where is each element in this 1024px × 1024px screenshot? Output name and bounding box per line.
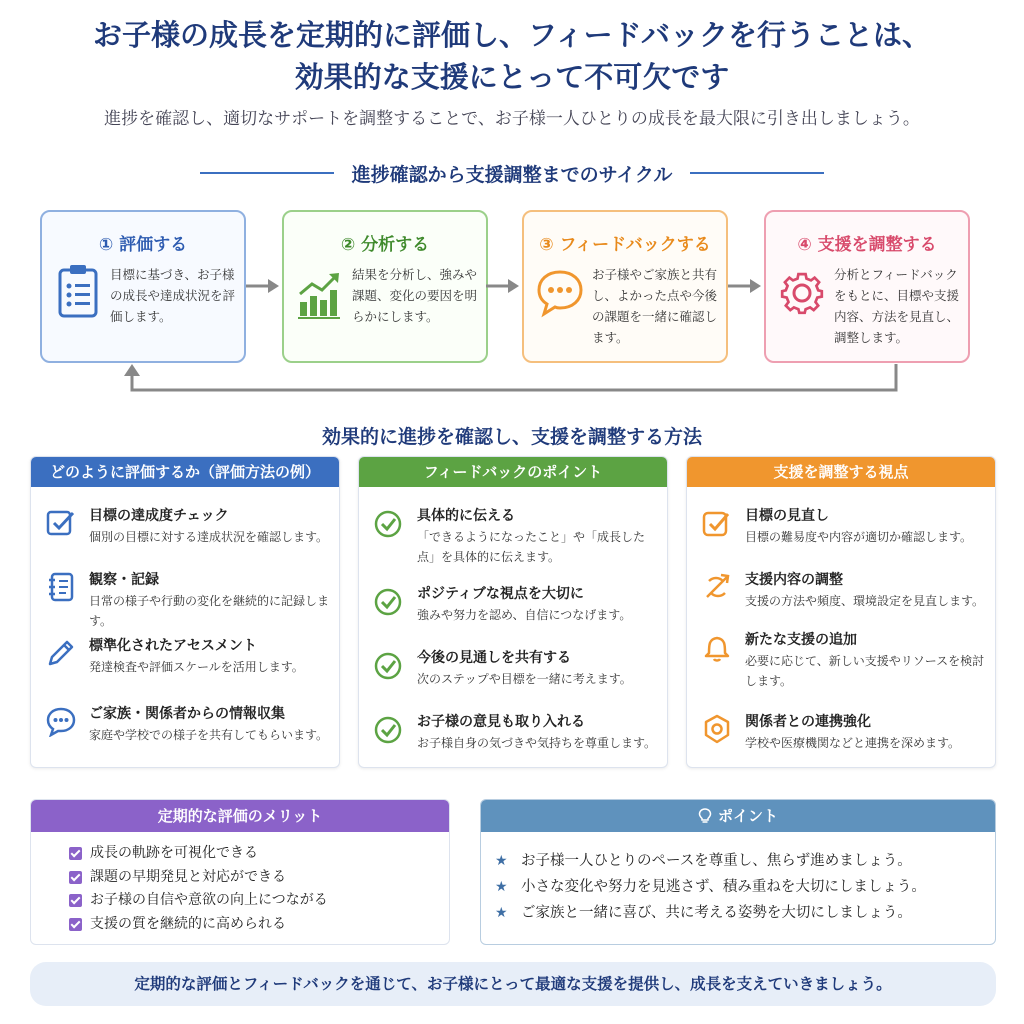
item-title: お子様の意見も取り入れる <box>417 714 585 730</box>
item-title: 関係者との連携強化 <box>745 714 871 730</box>
cycle-heading <box>200 158 824 188</box>
checkbox-checked-icon <box>69 871 82 884</box>
clipboard-icon <box>54 262 102 322</box>
loop-back-arrow-icon <box>118 360 908 400</box>
title-line-1: お子様の成長を定期的に評価し、フィードバックを行うことは、 <box>92 18 932 52</box>
item-description: 強みや努力を認め、自信につなげます。 <box>417 608 632 622</box>
point-text: お子様一人ひとりのペースを尊重し、焦らず進めましょう。 <box>521 853 912 869</box>
card-adjustment-perspectives <box>686 456 996 768</box>
checkbox-checked-icon <box>69 918 82 931</box>
step-description: 分析とフィードバックをもとに、目標や支援内容、方法を見直し、調整します。 <box>834 267 960 345</box>
heading-rule-right <box>690 172 824 174</box>
chat-icon <box>45 705 77 737</box>
item-description: 学校や医療機関などと連携を深めます。 <box>745 736 961 750</box>
card-header: どのように評価するか（評価方法の例） <box>31 457 339 487</box>
cycle-heading-text: 進捗確認から支援調整までのサイクル <box>351 163 673 186</box>
adjust-icon <box>701 571 733 603</box>
step-description: 結果を分析し、強みや課題、変化の要因を明らかにします。 <box>352 267 478 324</box>
cycle-step-adjust <box>764 210 970 363</box>
merit-text: 成長の軌跡を可視化できる <box>90 845 258 861</box>
page-subtitle: 進捗を確認し、適切なサポートを調整することで、お子様一人ひとりの成長を最大限に引き出しましょう。 <box>104 109 920 129</box>
point-text: ご家族と一緒に喜び、共に考える姿勢を大切にしましょう。 <box>521 905 912 921</box>
merits-list <box>69 842 449 936</box>
check-circle-icon <box>373 713 405 745</box>
cycle-step-evaluate <box>40 210 246 363</box>
speech-bubble-icon <box>536 262 584 322</box>
points-header-text: ポイント <box>717 807 778 825</box>
merits-header: 定期的な評価のメリット <box>31 800 449 832</box>
title-line-2: 効果的な支援にとって不可欠です <box>294 60 730 94</box>
step-title: ④ 支援を調整する <box>797 235 937 255</box>
step-description: お子様やご家族と共有し、よかった点や今後の課題を一緒に確認します。 <box>592 267 718 345</box>
lightbulb-icon <box>698 808 712 824</box>
merit-text: お子様の自信や意欲の向上につながる <box>90 892 328 908</box>
checkbox-icon <box>45 507 77 539</box>
list-item <box>69 866 449 890</box>
item-title: 支援内容の調整 <box>745 572 843 588</box>
arrow-right-icon <box>486 276 522 296</box>
merit-text: 課題の早期発見と対応ができる <box>90 868 286 885</box>
points-panel <box>480 799 996 945</box>
step-description: 目標に基づき、お子様の成長や達成状況を評価します。 <box>110 267 236 324</box>
card-header: フィードバックのポイント <box>359 457 667 487</box>
item-description: 目標の難易度や内容が適切か確認します。 <box>745 530 973 544</box>
item-description: 個別の目標に対する達成状況を確認します。 <box>89 530 329 544</box>
card-evaluation-methods <box>30 456 340 768</box>
card-feedback-points <box>358 456 668 768</box>
merits-panel <box>30 799 450 945</box>
points-list <box>495 848 995 926</box>
checkbox-checked-icon <box>69 847 82 860</box>
item-description: 家庭や学校での様子を共有してもらいます。 <box>89 728 329 742</box>
bell-plus-icon <box>701 631 733 663</box>
item-title: 新たな支援の追加 <box>745 632 857 648</box>
growth-chart-icon <box>296 262 344 322</box>
methods-heading: 効果的に進捗を確認し、支援を調整する方法 <box>321 426 702 448</box>
item-title: ご家族・関係者からの情報収集 <box>89 706 285 722</box>
link-badge-icon <box>701 713 733 745</box>
item-title: 今後の見通しを共有する <box>417 650 571 666</box>
check-circle-icon <box>373 507 405 539</box>
step-title: ② 分析する <box>340 235 430 255</box>
item-description: 支援の方法や頻度、環境設定を見直します。 <box>745 594 985 608</box>
points-header <box>481 800 995 832</box>
item-title: ポジティブな視点を大切に <box>417 586 584 602</box>
list-item <box>69 889 449 913</box>
card-header: 支援を調整する視点 <box>687 457 995 487</box>
list-item <box>495 848 995 874</box>
point-text: 小さな変化や努力を見逃さず、積み重ねを大切にしましょう。 <box>521 879 926 895</box>
cycle-step-analyze <box>282 210 488 363</box>
item-description: 発達検査や評価スケールを活用します。 <box>89 660 304 674</box>
item-title: 観察・記録 <box>89 572 159 588</box>
step-title: ① 評価する <box>98 235 188 255</box>
list-item <box>495 900 995 926</box>
check-circle-icon <box>373 585 405 617</box>
item-title: 目標の達成度チェック <box>89 508 229 524</box>
pencil-icon <box>45 637 77 669</box>
notebook-icon <box>45 571 77 603</box>
cycle-step-feedback <box>522 210 728 363</box>
checkbox-checked-icon <box>69 894 82 907</box>
list-item <box>69 913 449 937</box>
item-title: 標準化されたアセスメント <box>89 638 257 654</box>
footer-message: 定期的な評価とフィードバックを通じて、お子様にとって最適な支援を提供し、成長を支えていきましょう。 <box>30 962 996 1006</box>
gear-icon <box>778 262 826 322</box>
item-title: 目標の見直し <box>745 508 829 524</box>
page-title <box>0 14 1024 98</box>
star-icon: ★ <box>495 853 508 869</box>
target-check-icon <box>701 507 733 539</box>
item-description: 日常の様子や行動の変化を継続的に記録します。 <box>89 594 330 628</box>
item-description: 次のステップや目標を一緒に考えます。 <box>417 672 632 686</box>
arrow-right-icon <box>246 276 282 296</box>
star-icon: ★ <box>495 905 508 921</box>
arrow-right-icon <box>728 276 764 296</box>
check-circle-icon <box>373 649 405 681</box>
item-description: 「できるようになったこと」や「成長した点」を具体的に伝えます。 <box>417 530 646 564</box>
item-description: 必要に応じて、新しい支援やリソースを検討します。 <box>745 654 985 688</box>
star-icon: ★ <box>495 879 508 895</box>
heading-rule-left <box>200 172 334 174</box>
list-item <box>69 842 449 866</box>
step-title: ③ フィードバックする <box>539 235 711 255</box>
list-item <box>495 874 995 900</box>
item-description: お子様自身の気づきや気持ちを尊重します。 <box>417 736 657 750</box>
item-title: 具体的に伝える <box>417 508 515 524</box>
merit-text: 支援の質を継続的に高められる <box>90 915 286 932</box>
